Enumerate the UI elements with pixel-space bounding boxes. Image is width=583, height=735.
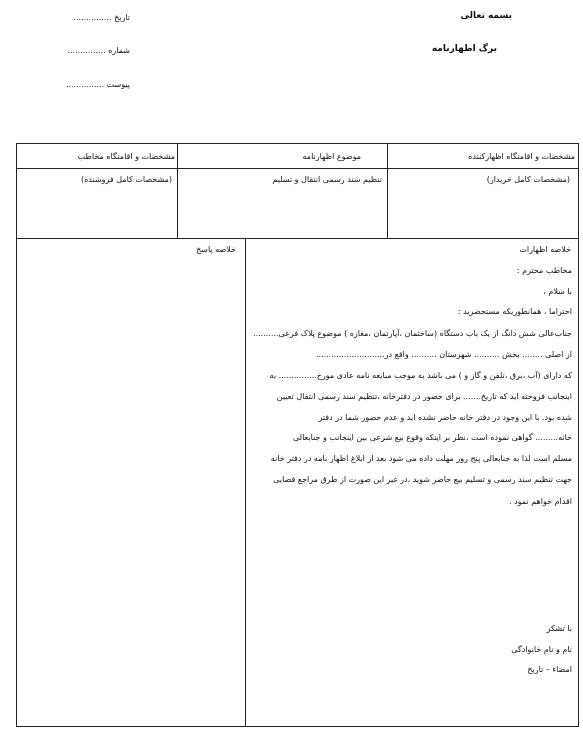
body-column-divider xyxy=(245,238,246,727)
date-field: تاریخ ............... xyxy=(73,13,130,22)
body-line: مخاطب محترم : xyxy=(516,266,572,275)
number-field: شماره ............... xyxy=(67,46,130,55)
name-label: نام و نام خانوادگی xyxy=(511,645,572,654)
body-line: جهت تنظیم سند رسمی و تسلیم بیع حاضر شوید ،در غیر این صورت از طرق مراجع قضایی xyxy=(273,475,572,484)
body-line: که دارای (آب ،برق ،تلفن و گاز و ) می باشد به موجب مبایعه نامه عادی مورخ............... به xyxy=(269,371,572,380)
signature-label: امضاء – تاریخ xyxy=(527,665,572,674)
form-title: برگ اظهارنامه xyxy=(431,44,497,54)
subject-value: تنظیم سند رسمی انتقال و تسلیم xyxy=(272,175,382,184)
body-line: خانه......... گواهی نموده است ،نظر بر اینکه وقوع بیع شرعی بین اینجانب و جنابعالی xyxy=(292,433,572,442)
table-row-divider xyxy=(16,238,579,239)
declarant-header: مشخصات و اقامتگاه اظهارکننده xyxy=(468,152,575,161)
header-title: بسمه تعالی xyxy=(460,11,512,21)
response-label: خلاصه پاسخ xyxy=(196,245,236,254)
table-header-divider xyxy=(16,168,579,169)
body-line: اقدام خواهم نمود . xyxy=(509,497,572,506)
body-line: از اصلی ........ بخش .......... شهرستان .......... واقع در........................... xyxy=(315,350,572,359)
body-line: با سلام ، xyxy=(543,287,572,296)
closing-text: با تشکر xyxy=(546,624,572,633)
body-line: اینجانب فروخته اید که تاریخ....... برای حضور در دفترخانه ،تنظیم سند رسمی انتقال تعیین xyxy=(276,392,572,401)
declarant-value: (مشخصات کامل خریدار) xyxy=(486,175,570,184)
attachment-field: پیوست ............... xyxy=(65,80,130,89)
summary-label: خلاصه اظهارات xyxy=(519,245,571,254)
body-line: احتراما ، همانطوریکه مستحضرید : xyxy=(457,307,572,316)
addressee-value: (مشخصات کامل فروشنده) xyxy=(80,175,172,184)
table-column-divider xyxy=(387,143,388,239)
body-line: جناب‌عالی شش دانگ از یک باب دستگاه (ساختمان ،آپارتمان ،مغازه ) موضوع پلاک فرعی.......... xyxy=(253,329,572,338)
table-column-divider xyxy=(177,143,178,239)
addressee-header: مشخصات و اقامتگاه مخاطب xyxy=(77,152,175,161)
body-line: شده بود. با این وجود در دفتر خانه حاضر نشده اید و عدم حضور شما در دفتر xyxy=(318,413,572,422)
subject-header: موضوع اظهارنامه xyxy=(302,152,361,161)
body-line: مسلم است لذا به جنابعالی پنج روز مهلت داده می شود بعد از ابلاغ اظهار نامه در دفتر خانه xyxy=(270,454,572,463)
